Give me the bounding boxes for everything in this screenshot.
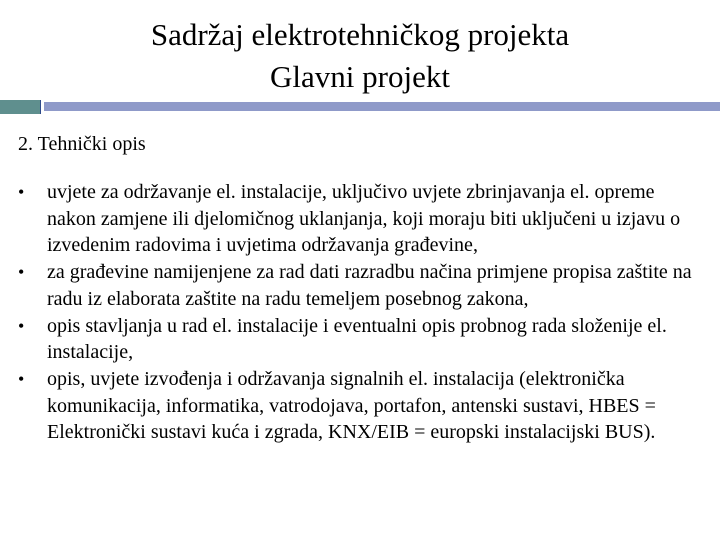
bullet-text: opis, uvjete izvođenja i održavanja signalnih el. instalacija (elektronička komunikacija, informatika, vatrodojava, portafon, antenski sustavi, HBES = Elektronički sustavi kuća i zgrada, KNX/EIB = europski instalacijski BUS). <box>47 367 656 444</box>
section-heading: 2. Tehnički opis <box>18 133 146 155</box>
bullet-icon: • <box>18 315 25 336</box>
bullet-list <box>18 179 698 446</box>
bullet-item <box>18 313 698 366</box>
bullet-text: opis stavljanja u rad el. instalacije i eventualni opis probnog rada složenije el. instalacije, <box>47 314 667 364</box>
divider-accent-line <box>40 100 41 114</box>
title-divider <box>0 100 720 114</box>
divider-bar <box>44 102 720 111</box>
bullet-item <box>18 366 698 446</box>
bullet-text: za građevine namijenjene za rad dati razradbu načina primjene propisa zaštite na radu iz elaborata zaštite na radu temeljem posebnog zakona, <box>47 261 692 310</box>
slide-title <box>0 14 720 98</box>
bullet-icon: • <box>18 182 25 202</box>
title-line-2: Glavni projekt <box>270 59 450 94</box>
bullet-item <box>18 259 698 312</box>
divider-accent-block <box>0 100 40 114</box>
bullet-text: uvjete za održavanje el. instalacije, uključivo uvjete zbrinjavanja el. opreme nakon zamjene ili djelomičnog uklanjanja, koji moraju biti uključeni u izjavu o izvedenim radovima i uvjetima održavanja građevine, <box>47 181 681 257</box>
bullet-icon: • <box>18 262 25 283</box>
title-line-1: Sadržaj elektrotehničkog projekta <box>150 17 570 52</box>
bullet-icon: • <box>18 368 25 389</box>
bullet-item <box>18 179 698 259</box>
